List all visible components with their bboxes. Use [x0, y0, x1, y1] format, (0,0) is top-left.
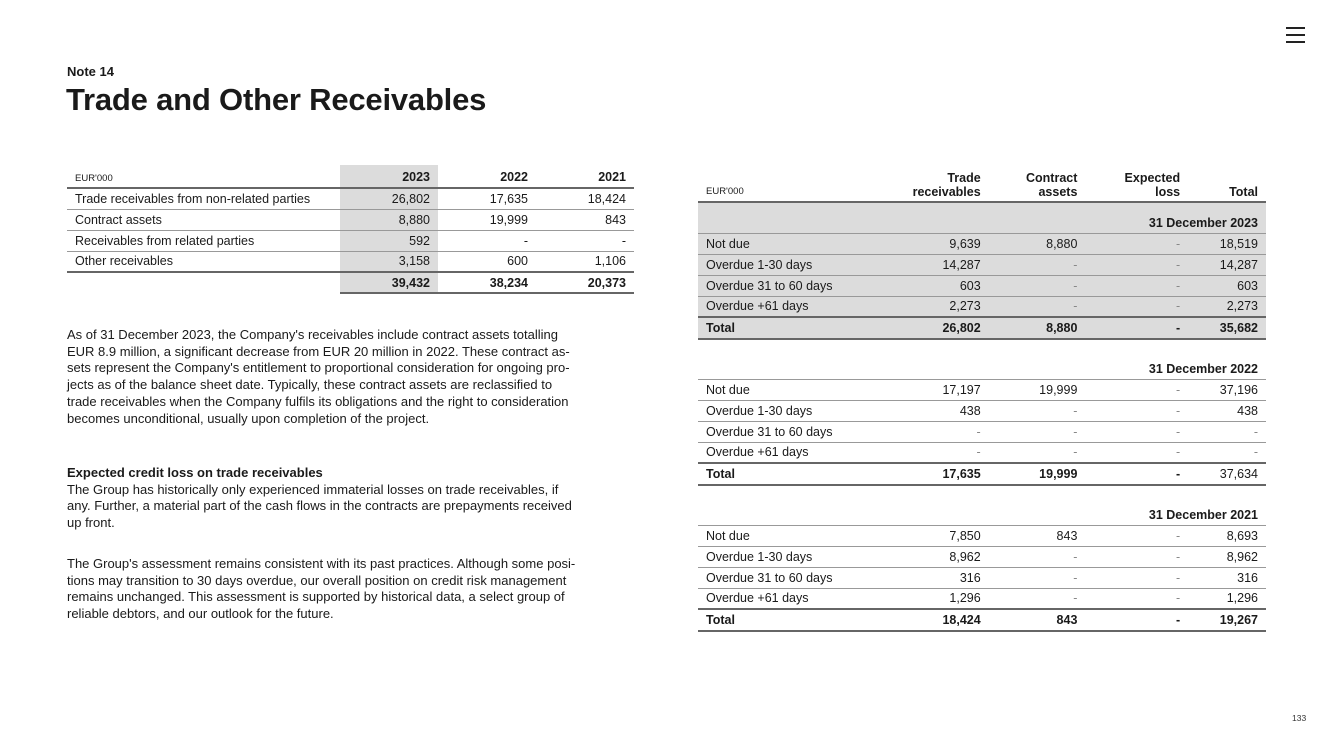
cell-value: - — [1085, 546, 1188, 567]
table-row — [698, 275, 1266, 296]
total-label: Total — [698, 609, 868, 631]
cell-value: 19,999 — [989, 379, 1086, 400]
hamburger-menu-icon[interactable] — [1286, 27, 1305, 44]
text-line: EUR 8.9 million, a significant decrease from EUR 20 million in 2022. These contract as- — [67, 343, 570, 359]
cell-value: 600 — [438, 251, 536, 272]
total-value: 39,432 — [340, 272, 438, 293]
total-row — [698, 609, 1266, 631]
note-number: Note 14 — [67, 64, 114, 79]
cell-value: 14,287 — [868, 254, 989, 275]
cell-value: - — [868, 442, 989, 463]
text-line: jects as of the balance sheet date. Typically, these contract assets are reclassified to — [67, 377, 553, 393]
spacer-cell — [698, 485, 1266, 494]
row-label: Overdue +61 days — [698, 296, 868, 317]
column-header — [989, 168, 1086, 202]
cell-value: 1,106 — [536, 251, 634, 272]
row-label: Not due — [698, 525, 868, 546]
section-title-row — [698, 202, 1266, 233]
cell-value: 438 — [868, 400, 989, 421]
table-header-row — [67, 165, 634, 188]
cell-value: 37,196 — [1188, 379, 1266, 400]
row-label: Overdue 31 to 60 days — [698, 275, 868, 296]
cell-value: 9,639 — [868, 233, 989, 254]
cell-value: - — [536, 230, 634, 251]
cell-value: 316 — [868, 567, 989, 588]
row-label: Overdue 1-30 days — [698, 254, 868, 275]
column-header-line1: Contract — [1026, 171, 1078, 185]
cell-value: - — [989, 588, 1086, 609]
cell-value: - — [1085, 567, 1188, 588]
cell-value: 8,693 — [1188, 525, 1266, 546]
cell-value: 18,519 — [1188, 233, 1266, 254]
cell-value: 26,802 — [340, 188, 438, 209]
text-line: up front. — [67, 515, 115, 531]
table-row — [698, 233, 1266, 254]
text-line: reliable debtors, and our outlook for the future. — [67, 606, 334, 622]
cell-value: - — [1085, 233, 1188, 254]
aging-header — [698, 168, 1266, 202]
column-header-2021: 2021 — [536, 165, 634, 188]
section-title: 31 December 2021 — [698, 494, 1266, 525]
section-31-december-2022 — [698, 339, 1266, 485]
column-header — [1188, 168, 1266, 202]
total-row — [67, 272, 634, 293]
spacer — [698, 485, 1266, 494]
total-value: 8,880 — [989, 317, 1086, 339]
cell-value: - — [989, 546, 1086, 567]
total-value: 26,802 — [868, 317, 989, 339]
cell-value: 8,962 — [868, 546, 989, 567]
section-31-december-2023 — [698, 202, 1266, 339]
text-line: remains unchanged. This assessment is supported by historical data, a select group of — [67, 589, 565, 605]
cell-value: 3,158 — [340, 251, 438, 272]
table-row — [698, 567, 1266, 588]
contract-assets-paragraph — [67, 327, 570, 427]
cell-value: - — [1085, 296, 1188, 317]
row-label: Trade receivables from non-related parties — [67, 188, 340, 209]
assessment-paragraph — [67, 556, 575, 623]
row-label: Overdue +61 days — [698, 442, 868, 463]
section-title: 31 December 2023 — [698, 202, 1266, 233]
page-number: 133 — [1292, 713, 1307, 723]
cell-value: 603 — [1188, 275, 1266, 296]
column-header-line2: Total — [1229, 185, 1258, 199]
text-line: The Group has historically only experienced immaterial losses on trade receivables, if — [67, 481, 559, 497]
cell-value: - — [1085, 588, 1188, 609]
cell-value: 603 — [868, 275, 989, 296]
row-label: Not due — [698, 379, 868, 400]
total-value: 19,999 — [989, 463, 1086, 485]
table-row — [698, 254, 1266, 275]
column-header-line1: Expected — [1124, 171, 1181, 185]
row-label: Overdue 1-30 days — [698, 400, 868, 421]
receivables-summary-table — [67, 165, 634, 294]
expected-credit-loss-section — [67, 465, 572, 532]
table-row — [698, 442, 1266, 463]
column-header-line1: Trade — [947, 171, 981, 185]
cell-value: 843 — [989, 525, 1086, 546]
row-label: Not due — [698, 233, 868, 254]
column-header — [1085, 168, 1188, 202]
unit-label: EUR'000 — [698, 168, 868, 202]
table-row — [67, 209, 634, 230]
unit-label: EUR'000 — [67, 165, 340, 188]
cell-value: 592 — [340, 230, 438, 251]
cell-value: - — [989, 567, 1086, 588]
table-row — [698, 588, 1266, 609]
cell-value: 316 — [1188, 567, 1266, 588]
cell-value: - — [1188, 442, 1266, 463]
cell-value: - — [989, 275, 1086, 296]
total-value: 20,373 — [536, 272, 634, 293]
column-header-2022: 2022 — [438, 165, 536, 188]
cell-value: - — [1085, 400, 1188, 421]
cell-value: 843 — [536, 209, 634, 230]
row-label: Overdue 31 to 60 days — [698, 421, 868, 442]
cell-value: - — [1085, 254, 1188, 275]
total-value: 19,267 — [1188, 609, 1266, 631]
cell-value: - — [1085, 421, 1188, 442]
cell-value: 17,635 — [438, 188, 536, 209]
row-label: Overdue 1-30 days — [698, 546, 868, 567]
cell-value: 8,880 — [340, 209, 438, 230]
total-value: 17,635 — [868, 463, 989, 485]
cell-value: - — [1085, 379, 1188, 400]
total-value: 18,424 — [868, 609, 989, 631]
text-line: sets represent the Company's entitlement to proportional consideration for ongoing pro- — [67, 360, 570, 376]
ecl-heading: Expected credit loss on trade receivables — [67, 465, 323, 480]
row-label: Overdue +61 days — [698, 588, 868, 609]
cell-value: - — [989, 400, 1086, 421]
total-row — [698, 317, 1266, 339]
section-title-row — [698, 348, 1266, 379]
column-header — [868, 168, 989, 202]
total-value: 843 — [989, 609, 1086, 631]
table-header-row — [698, 168, 1266, 202]
column-header-line2: receivables — [912, 185, 981, 199]
total-value: - — [1085, 463, 1188, 485]
text-line: The Group's assessment remains consistent with its past practices. Although some posi- — [67, 556, 576, 571]
row-label: Receivables from related parties — [67, 230, 340, 251]
row-label: Other receivables — [67, 251, 340, 272]
cell-value: 7,850 — [868, 525, 989, 546]
cell-value: - — [868, 421, 989, 442]
row-label: Overdue 31 to 60 days — [698, 567, 868, 588]
cell-value: 438 — [1188, 400, 1266, 421]
table-row — [698, 525, 1266, 546]
spacer — [698, 339, 1266, 348]
text-line: trade receivables when the Company fulfils its obligations and the right to consideration — [67, 393, 569, 409]
spacer-cell — [698, 339, 1266, 348]
text-line: As of 31 December 2023, the Company's receivables include contract assets totalling — [67, 327, 558, 342]
column-header-line2: loss — [1155, 185, 1181, 199]
cell-value: 2,273 — [1188, 296, 1266, 317]
table-row — [698, 296, 1266, 317]
row-label: Contract assets — [67, 209, 340, 230]
column-header-line2: assets — [1038, 185, 1078, 199]
total-value: 35,682 — [1188, 317, 1266, 339]
table-row — [698, 379, 1266, 400]
text-line: becomes unconditional, usually upon completion of the project. — [67, 410, 430, 426]
cell-value: - — [989, 421, 1086, 442]
section-31-december-2021 — [698, 485, 1266, 631]
cell-value: 8,880 — [989, 233, 1086, 254]
cell-value: - — [989, 296, 1086, 317]
cell-value: - — [989, 254, 1086, 275]
total-label-empty — [67, 272, 340, 293]
total-label: Total — [698, 317, 868, 339]
total-value: 38,234 — [438, 272, 536, 293]
text-line: tions may transition to 30 days overdue, our overall position on credit risk management — [67, 572, 567, 588]
cell-value: 18,424 — [536, 188, 634, 209]
column-header-2023: 2023 — [340, 165, 438, 188]
receivables-aging-table — [698, 168, 1266, 632]
cell-value: - — [1085, 442, 1188, 463]
text-line: any. Further, a material part of the cash flows in the contracts are prepayments received — [67, 498, 572, 514]
cell-value: - — [989, 442, 1086, 463]
table-row — [67, 188, 634, 209]
table-row — [698, 546, 1266, 567]
section-title-row — [698, 494, 1266, 525]
cell-value: 2,273 — [868, 296, 989, 317]
cell-value: 17,197 — [868, 379, 989, 400]
total-value: - — [1085, 609, 1188, 631]
cell-value: - — [438, 230, 536, 251]
total-label: Total — [698, 463, 868, 485]
table-row — [67, 230, 634, 251]
page-title: Trade and Other Receivables — [66, 82, 487, 117]
cell-value: 14,287 — [1188, 254, 1266, 275]
table-row — [67, 251, 634, 272]
cell-value: - — [1085, 525, 1188, 546]
table-row — [698, 400, 1266, 421]
cell-value: 8,962 — [1188, 546, 1266, 567]
cell-value: 1,296 — [868, 588, 989, 609]
section-title: 31 December 2022 — [698, 348, 1266, 379]
cell-value: - — [1085, 275, 1188, 296]
total-value: - — [1085, 317, 1188, 339]
cell-value: 1,296 — [1188, 588, 1266, 609]
table-row — [698, 421, 1266, 442]
cell-value: - — [1188, 421, 1266, 442]
total-value: 37,634 — [1188, 463, 1266, 485]
cell-value: 19,999 — [438, 209, 536, 230]
total-row — [698, 463, 1266, 485]
